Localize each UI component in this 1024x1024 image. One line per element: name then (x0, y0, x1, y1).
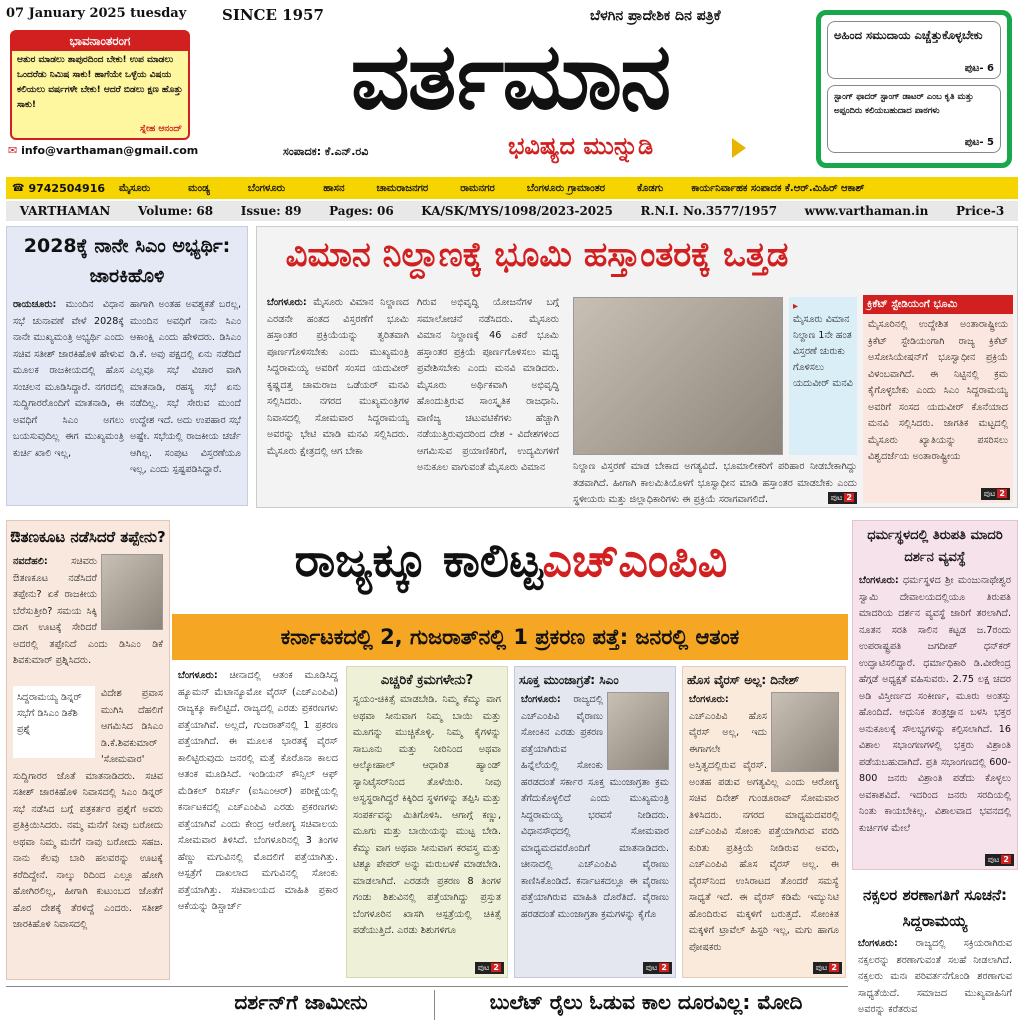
lead-story-col2: ಗಿರುವ ಅಭಿವೃದ್ಧಿ ಯೋಜನೆಗಳ ಬಗ್ಗೆ ಸಮಾಲೋಚನೆ ನಡೆಸಿದರು. ಮೈಸೂರು ವಿಮಾನ ನಿಲ್ದಾಣಕ್ಕೆ 46 ಎಕರೆ ಭೂಮಿ ಹಸ್ತಾಂತರ ಪ್ರಕ್ರಿಯೆ ಪೂರ್ಣಗೊಳಿಸಲು ಮಧ್ಯ ಪ್ರವೇಶಿಸಬೇಕು ಎಂದು ಮನವಿ ಮಾಡಿದರು. ಮೈಸೂರು ಅರ್ಥಿಕವಾಗಿ ಅಭಿವೃದ್ಧಿ ಹೊಂದುತ್ತಿರುವ ಸಾಂಸ್ಕೃತಿಕ ರಾಜಧಾನಿ. ವಾಣಿಜ್ಯ ಚಟುವಟಿಕೆಗಳು ಹೆಚ್ಚಾಗಿ ನಡೆಯುತ್ತಿರುವುದರಿಂದ ದೇಶ - ವಿದೇಶಗಳಿಂದ ಆಗಮಿಸುವ ಪ್ರಯಾಣಿಕರಿಗೆ, ಉದ್ಯಮಿಗಳಿಗೆ ಅನುಕೂಲ ವಾಗುವಂತೆ ಮೈಸೂರು ವಿಮಾನ (417, 297, 559, 473)
cm-text: ಬೆಂಗಳೂರು: ರಾಜ್ಯದಲ್ಲಿ ಎಚ್‌ಎಂಪಿವಿ ವೈರಾಣು ಸೋಂಕಿನ ಎರಡು ಪ್ರಕರಣ ಪತ್ತೆಯಾಗಿರುವ ಹಿನ್ನೆಲೆಯಲ್ಲಿ ಸೋಂಕು ಹರಡದಂತೆ ಸರ್ಕಾರ ಸೂಕ್ತ ಮುಂಜಾಗ್ರತಾ ಕ್ರಮ ತೆಗೆದುಕೊಳ್ಳಲಿದೆ ಎಂದು ಮುಖ್ಯಮಂತ್ರಿ ಸಿದ್ದರಾಮಯ್ಯ ಭರವಸೆ ನೀಡಿದರು. ವಿಧಾನಸೌಧದಲ್ಲಿ ಸೋಮವಾರ ಮಾಧ್ಯಮದವರೊಂದಿಗೆ ಮಾತನಾಡಿದರು. ಚೀನಾದಲ್ಲಿ ಎಚ್‌ಎಂಪಿವಿ ವೈರಾಣು ಕಾಣಿಸಿಕೊಂಡಿದೆ. ಕರ್ನಾಟಕದಲ್ಲೂ ಈ ವೈರಾಣು ಪತ್ತೆಯಾಗಿರುವ ಮಾಹಿತಿ ದೊರೆತಿದೆ. ವೈರಾಣು ಹರಡದಂತೆ ಮುಂಜಾಗ್ರತಾ ಕ್ರಮಗಳನ್ನು ಕೈಗೊ (521, 694, 669, 920)
lead-story-photo (573, 297, 783, 455)
quote-text: ಆತುರ ಮಾಡಲು ತಾಪುರದಿಂದ ಬೇಕು! ಉಪ ಮಾಡಲು ಒಂದರೆಡು ನಿಮಿಷ ಸಾಕು! ಹಾಗೆಯೇ ಒಳ್ಳೆಯ ವಿಷಯ ಕಲಿಯಲು ವರ್ಷಗಳೇ ಬೇಕು! ಆದರೆ ಬಿಡಲು ಕ್ಷಣ ಹೊತ್ತು ಸಾಕು! (17, 55, 183, 110)
cricket-story (863, 295, 1013, 503)
masthead-logo: ವರ್ತಮಾನ (350, 23, 670, 130)
darshan-headline[interactable]: ದರ್ಶನ್‌ಗೆ ಜಾಮೀನು (234, 990, 368, 1014)
teaser-2-page: ಪುಟ- 5 (964, 137, 994, 148)
naxal-text: ಬೆಂಗಳೂರು: ರಾಜ್ಯದಲ್ಲಿ ಸಕ್ರಿಯರಾಗಿರುವ ನಕ್ಸಲರನ್ನು ಶರಣಾಗುವಂತೆ ಸಲಹೆ ನೀಡಲಾಗಿದೆ. ನಕ್ಸಲರು ಮನಃ ಪರಿವರ್ತನೆಗೊಂಡಿ ಶರಣಾಗುವ ಸಾಧ್ಯತೆಯಿದೆ. ಸಮಾಜದ ಮುಖ್ಯವಾಹಿನಿಗೆ ಅವರನ್ನು ಕರೆತರುವ (858, 938, 1012, 1015)
cm-page-tag[interactable]: ಪುಟ 2 (643, 962, 672, 974)
main-subheadline: ಕರ್ನಾಟಕದಲ್ಲಿ 2, ಗುಜರಾತ್‌ನಲ್ಲಿ 1 ಪ್ರಕರಣ ಪತ್ತೆ: ಜನರಲ್ಲಿ ಆತಂಕ (172, 614, 848, 660)
dinesh-page-tag[interactable]: ಪುಟ 2 (813, 962, 842, 974)
lead-story (256, 226, 1018, 508)
tirupati-story (852, 520, 1018, 870)
issue-date: 07 January 2025 tuesday (6, 6, 187, 21)
volume: Volume: 68 (137, 204, 214, 218)
dkshi-photo (101, 554, 163, 630)
lead-story-col1: ಬೆಂಗಳೂರು: ಮೈಸೂರು ವಿಮಾನ ನಿಲ್ದಾಣದ ಎರಡನೇ ಹಂತದ ವಿಸ್ತರಣೆಗೆ ಭೂಮಿ ಹಸ್ತಾಂತರ ಪ್ರಕ್ರಿಯೆಯನ್ನು ತ್ವರಿತವಾಗಿ ಪೂರ್ಣಗೊಳಿಸಬೇಕು ಎಂದು ಮುಖ್ಯಮಂತ್ರಿ ಸಿದ್ದರಾಮಯ್ಯ ಅವರಿಗೆ ಸಂಸದ ಯದುವೀರ್ ಕೃಷ್ಣದತ್ತ ಚಾಮರಾಜ ಒಡೆಯರ್ ಮನವಿ ಸಲ್ಲಿಸಿದರು. ನಗರದ ಮುಖ್ಯಮಂತ್ರಿಗಳ ನಿವಾಸದಲ್ಲಿ ಸೋಮವಾರ ಸಿದ್ದರಾಮಯ್ಯ ಅವರನ್ನು ಭೇಟಿ ಮಾಡಿ ಮನವಿ ಸಲ್ಲಿಸಿದರು. ಮೈಸೂರು ಕ್ಷೇತ್ರದಲ್ಲಿ ಆಗ ಬೇಕಾ (267, 297, 409, 457)
paper-subtitle: ಬೆಳಗಿನ ಪ್ರಾದೇಶಿಕ ದಿನ ಪತ್ರಿಕೆ (590, 8, 721, 24)
since-label: SINCE 1957 (222, 6, 324, 24)
cm-box (514, 666, 676, 978)
dinesh-photo (771, 692, 839, 772)
city-bengaluru[interactable]: ಬೆಂಗಳೂರು (247, 182, 286, 194)
naxal-title[interactable]: ನಕ್ಸಲರ ಶರಣಾಗತಿಗೆ ಸೂಚನೆ: ಸಿದ್ದರಾಮಯ್ಯ (863, 886, 1007, 930)
caution-page-tag[interactable]: ಪುಟ 2 (475, 962, 504, 974)
caution-box (346, 666, 508, 978)
lead-story-page-tag[interactable]: ಪುಟ 2 (828, 492, 857, 504)
tirupati-title[interactable]: ಧರ್ಮಸ್ಥಳದಲ್ಲಿ ತಿರುಪತಿ ಮಾದರಿ ದರ್ಶನ ವ್ಯವಸ್ಥೆ (867, 528, 1003, 565)
dinesh-box (682, 666, 846, 978)
teaser-box (816, 10, 1012, 168)
cm-title[interactable]: ಸೂಕ್ತ ಮುಂಜಾಗ್ರತೆ: ಸಿಎಂ (519, 673, 619, 687)
teaser-1[interactable] (827, 21, 1001, 79)
dinesh-text: ಬೆಂಗಳೂರು: ಎಚ್‌ಎಂಪಿವಿ ಹೊಸ ವೈರಸ್ ಅಲ್ಲ, ಇದು ಈಗಾಗಲೇ ಅಸ್ತಿತ್ವದಲ್ಲಿರುವ ವೈರಸ್. ಅಂತಹ ಪಡುವ ಅಗತ್ಯವಿಲ್ಲ ಎಂದು ಆರೋಗ್ಯ ಸಚಿವ ದಿನೇಶ್ ಗುಂಡೂರಾವ್ ಸೋಮವಾರ ತಿಳಿಸಿದರು. ನಗರದ ಮಾಧ್ಯಮದವರಲ್ಲಿ ಎಚ್‌ಎಂಪಿವಿ ಸೋಂಕು ಪತ್ತೆಯಾಗಿರುವ ವರದಿ ಕುರಿತು ಪ್ರತಿಕ್ರಿಯೆ ನೀಡಿರುವ ಅವರು, ಎಚ್‌ಎಂಪಿವಿ ಹೊಸ ವೈರಸ್ ಅಲ್ಲ. ಈ ವೈರಸ್‌ನಿಂದ ಉಸಿರಾಟದ ತೊಂದರೆ ಸಮಸ್ಯೆ ಸಾಧ್ಯತೆ ಇದೆ. ಈ ವೈರಸ್ ಕಡಿಮೆ ಇಮ್ಯುನಿಟಿ ಹೊಂದಿರುವ ಮಕ್ಕಳಿಗೆ ಬರುತ್ತದೆ. ಸೋಂಕಿತ ಮಕ್ಕಳಿಗೆ ಟ್ರಾವೆಲ್ ಹಿಸ್ಟರಿ ಇಲ್ಲ, ಮಗು ಹಾಗೂ ಪೋಷಕರು (689, 694, 839, 953)
caution-title[interactable]: ಎಚ್ಚರಿಕೆ ಕ್ರಮಗಳೇನು? (380, 673, 474, 688)
rni-number: R.N.I. No.3577/1957 (640, 204, 778, 218)
main-story-text: ಬೆಂಗಳೂರು: ಚೀನಾದಲ್ಲಿ ಆತಂಕ ಮೂಡಿಸಿದ್ದ ಹ್ಯೂಮನ್ ಮೆಟಾನ್ಯೂಮೋ ವೈರಸ್ (ಎಚ್‌ಎಂಪಿವಿ) ರಾಜ್ಯಕ್ಕೂ ಕಾಲಿಟ್ಟಿದೆ. ರಾಜ್ಯದಲ್ಲಿ ಎರಡು ಪ್ರಕರಣಗಳು ಪತ್ತೆಯಾಗಿವೆ. ಅಲ್ಲದೆ, ಗುಜರಾತ್‌ನಲ್ಲಿ 1 ಪ್ರಕರಣ ಪತ್ತೆಯಾಗಿದೆ. ಈ ಮೂಲಕ ಭಾರತಕ್ಕೆ ವೈರಸ್ ಕಾಲಿಟ್ಟಿರುವುದು ಜನರಲ್ಲಿ ಮತ್ತೆ ಕೊರೊನಾ ಕಾಲದ ಆತಂಕ ಮೂಡಿಸಿದೆ. ಇಂಡಿಯನ್ ಕೌನ್ಸಿಲ್ ಆಫ್ ಮೆಡಿಕಲ್ ರಿಸರ್ಚ್ (ಐಸಿಎಂಆರ್) ಪರೀಕ್ಷೆಯಲ್ಲಿ ಕರ್ನಾಟಕದಲ್ಲಿ ಎಚ್‌ಎಂಪಿವಿ ಎರಡು ಪ್ರಕರಣಗಳು ಪತ್ತೆಯಾಗಿವೆ ಎಂದು ಕೇಂದ್ರ ಆರೋಗ್ಯ ಸಚಿವಾಲಯ ಸೋಮವಾರ ತಿಳಿಸಿದೆ. ಬೆಂಗಳೂರಿನಲ್ಲಿ 3 ತಿಂಗಳ ಹೆಣ್ಣು ಮಗುವಿನಲ್ಲಿ ಮೊದಲಿಗೆ ಪತ್ತೆಯಾಗಿತ್ತು. ಆಸ್ಪತ್ರೆಗೆ ದಾಖಲಾದ ಮಗುವಿನಲ್ಲಿ ಸೋಂಕು ಪತ್ತೆಯಾಗಿತ್ತು. ಸಚಿವಾಲಯದ ಮಾಹಿತಿ ಪ್ರಕಾರ ಆಕೆಯನ್ನು ಡಿಸ್ಚಾರ್ಜ್ (178, 670, 338, 912)
story-cm-candidate-col2: ಹಾಗಾಗಿ ಅಂತಹ ಅವಶ್ಯಕತೆ ಬರಲ್ಲ, ಮುಂದಿನ ಅವಧಿಗೆ ನಾನು ಸಿಎಂ ಆಕಾಂಕ್ಷಿ ಎಂದು ಹೇಳಿದರು. ಡಿಸಿಎಂ ಡಿ.ಕೆ. ಅವು ಪಕ್ಷದಲ್ಲಿ ಏನು ನಡೆದಿದೆ ಎಲ್ಲವೂ ಸಭೆ ವಿಚಾರ ವಾಗಿ ಮಾತನಾಡಿ, ರಹಸ್ಯ ಸಭೆ ಏನು ನಡೆದಿಲ್ಲ. ಸಭೆ ಸೇರುವ ಮುಂದೆ ಉದ್ದೇಶ ಇದೆ. ಅದು ಉಪಹಾರ ಸಭೆ ಅಷ್ಟೇ. ಸಭೆಯಲ್ಲಿ ರಾಜಕೀಯ ಚರ್ಚೆ ಆಗಿಲ್ಲ. ಸಂಪುಟ ವಿಸ್ತರಣೆಯೂ ಇಲ್ಲ, ಎಂದು ಸ್ಪಷ್ಟಪಡಿಸಿದ್ದಾರೆ. (130, 299, 241, 475)
main-headline[interactable] (176, 520, 846, 600)
phone-number: 9742504916 (28, 181, 106, 195)
teaser-2-text: ಸ್ಟಾಂಗ್ ಫಾದರ್ ಸ್ಟಾಂಗ್ ಡಾಟರ್ ಎಂಬ ಕೃತಿ ಮತ್ತು ಅಪ್ಪಂದಿರು ಕಲಿಯಬಹುದಾದ ಪಾಠಗಳು (834, 92, 974, 116)
story-cm-candidate-col1: ರಾಯಚೂರು: ಮುಂದಿನ ವಿಧಾನ ಸಭೆ ಚುನಾವಣೆ ವೇಳೆ 2028ಕ್ಕೆ ನಾನೇ ಮುಖ್ಯಮಂತ್ರಿ ಅಭ್ಯರ್ಥಿ ಎಂದು ಸಚಿವ ಸತೀಶ್ ಜಾರಕಿಹೊಳಿ ಹೇಳುವ ಮೂಲಕ ರಾಜಕೀಯದಲ್ಲಿ ಹೊಸ ಸಂಚಲನ ಮೂಡಿಸಿದ್ದಾರೆ. ನಗರದಲ್ಲಿ ಸುದ್ದಿಗಾರರೊಂದಿಗೆ ಮಾತನಾಡಿ, ಈ ಅವಧಿಗೆ ಸಿಎಂ ಅಗಲು ಬಯಸುವುದಿಲ್ಲ ಈಗ ಮುಖ್ಯಮಂತ್ರಿ ಕುರ್ಚಿ ಖಾಲಿ ಇಲ್ಲ, (13, 299, 124, 459)
registration: KA/SK/MYS/1098/2023-2025 (421, 204, 613, 218)
lead-story-title[interactable]: ವಿಮಾನ ನಿಲ್ದಾಣಕ್ಕೆ ಭೂಮಿ ಹಸ್ತಾಂತರಕ್ಕೆ ಒತ್ತಡ (285, 235, 789, 275)
city-bengaluru-rural[interactable]: ಬೆಂಗಳೂರು ಗ್ರಾಮಾಂತರ (526, 182, 606, 194)
quote-author: ಸ್ನೇಹ ಆನಂದ್ (140, 124, 182, 134)
quote-box (10, 30, 190, 140)
story-cm-candidate (6, 226, 248, 506)
tirupati-text: ಬೆಂಗಳೂರು: ಧರ್ಮಸ್ಥಳದ ಶ್ರೀ ಮಂಜುನಾಥೇಶ್ವರ ಸ್ವಾಮಿ ದೇವಾಲಯದಲ್ಲಿಯೂ ತಿರುಪತಿ ಮಾದರಿಯ ದರ್ಶನ ವ್ಯವಸ್ಥೆ ಜಾರಿಗೆ ತರಲಾಗಿದೆ. ನೂತನ ಸರತಿ ಸಾಲಿನ ಕಟ್ಟಡ ಜ.7ರಂದು ಉಪರಾಷ್ಟ್ರಪತಿ ಜಗದೀಪ್ ಧನ್‌ಕರ್ ಉದ್ಘಾಟಿಸಲಿದ್ದಾರೆ. ಧರ್ಮಾಧಿಕಾರಿ ಡಿ.ವೀರೇಂದ್ರ ಹೆಗ್ಗಡೆ ಅಧ್ಯಕ್ಷತೆ ವಹಿಸುವರು. 2.75 ಲಕ್ಷ ಚದರ ಅಡಿ ವಿಸ್ತೀರ್ಣದ ಸಂಕೀರ್ಣ, ಮೂರು ಅಂತಸ್ತು ಹೊಂದಿದೆ. ಆಧುನಿಕ ತಂತ್ರಜ್ಞಾನ ಬಳಸಿ ಭಕ್ತರ ಅನುಕೂಲಕ್ಕೆ ಸೌಲಭ್ಯಗಳನ್ನು ಕಲ್ಪಿಸಲಾಗಿದೆ. 16 ವಿಶಾಲ ಸಭಾಂಗಣಗಳಲ್ಲಿ ಭಕ್ತರು ವಿಶ್ರಾಂತಿ ಪಡೆಯಬಹುದಾಗಿದೆ. ಪ್ರತಿ ಸಭಾಂಗಣದಲ್ಲಿ 600-800 ಜನರು ವಿಶ್ರಾಂತಿ ಪಡೆದು ಕೊಳ್ಳಲು ಅವಕಾಶವಿದೆ. ಇದರಿಂದ ಜನರು ಸರದಿಯಲ್ಲಿ ನಿಂತು ಕಾಯಬೇಕಿಲ್ಲ. ವಿಶಾಲವಾದ ಭವನದಲ್ಲಿ ಕುರ್ಚಿಗಳ ಮೇಲೆ (859, 575, 1011, 834)
editor-name: ಸಂಪಾದಕ: ಕೆ.ಎನ್.ರವಿ (283, 145, 369, 158)
quote-title: ಭಾವನಾಂತರಂಗ (12, 32, 188, 51)
price: Price-3 (956, 204, 1005, 218)
siddaramaiah-photo (607, 692, 669, 770)
lead-story-caption: ನಿಲ್ದಾಣ ವಿಸ್ತರಣೆ ಮಾಡ ಬೇಕಾದ ಅಗತ್ಯವಿದೆ. ಭೂಮಾಲೀಕರಿಗೆ ಪರಿಹಾರ ನೀಡಬೇಕಾಗಿದ್ದು ತಡವಾಗಿದೆ. ಹೀಗಾಗಿ ಕಾಲಮಿತಿಯೊಳಗೆ ಭೂಸ್ವಾಧೀನ ಮಾಡಿ ಹಸ್ತಾಂತರ ಮಾಡಬೇಕು ಎಂದು ಸ್ಥಳೀಯರು ಮತ್ತು ಜಿಲ್ಲಾಧಿಕಾರಿಗಳು ಈ ಪ್ರಕ್ರಿಯೆ ಸರಾಗವಾಗಲಿದೆ. (573, 461, 857, 505)
story-dinner-text1: ನವದೆಹಲಿ: ಸಚಿವರು ಔತಣಕೂಟ ನಡೆಸಿದರೆ ತಪ್ಪೇನು? ಏಕೆ ರಾಜಕೀಯ ಬೆರೆಸುತ್ತೀರಿ? ಸಮಯ ಸಿಕ್ಕಿ ದಾಗ ಊಟಕ್ಕೆ ಸೇರಿದರೆ ಅದರಲ್ಲಿ ತಪ್ಪೇನಿದೆ ಎಂದು ಡಿಸಿಎಂ ಡಿಕೆ ಶಿವಕುಮಾರ್ ಪ್ರಶ್ನಿಸಿದರು. (13, 556, 163, 666)
teaser-1-page: ಪುಟ- 6 (964, 63, 994, 74)
city-mandya[interactable]: ಮಂಡ್ಯ (188, 182, 210, 194)
caution-text: ಸ್ವಯಂ-ಚಿಕಿತ್ಸೆ ಮಾಡಬೇಡಿ. ನಿಮ್ಮ ಕೆಮ್ಮು ವಾಗ ಅಥವಾ ಸೀನುವಾಗ ನಿಮ್ಮ ಬಾಯಿ ಮತ್ತು ಮೂಗನ್ನು ಮುಚ್ಚಿಕೊಳ್ಳಿ. ನಿಮ್ಮ ಕೈಗಳನ್ನು ಸಾಬೂನು ಮತ್ತು ನೀರಿನಿಂದ ಅಥವಾ ಆಲ್ಕೋಹಾಲ್ ಆಧಾರಿತ ಹ್ಯಾಂಡ್ ಸ್ಯಾನಿಟೈಸರ್‌ನಿಂದ ತೊಳೆಯಿರಿ. ನೀವು ಅಸ್ವಸ್ಥರಾಗಿದ್ದರೆ ಕಿಕ್ಕಿರಿದ ಸ್ಥಳಗಳನ್ನು ತಪ್ಪಿಸಿ ಮತ್ತು ಸಂಪರ್ಕವನ್ನು ಮಿತಿಗೊಳಿಸಿ. ಆಗಾಗ್ಗೆ ಕಣ್ಣು, ಮೂಗು ಮತ್ತು ಬಾಯಿಯನ್ನು ಮುಟ್ಟ ಬೇಡಿ. ಕೆಮ್ಮು ವಾಗ ಅಥವಾ ಸೀನುವಾಗ ಕರವಸ್ತ್ರ ಮತ್ತು ಟಿಶ್ಯೂ ಪೇಪರ್ ಅನ್ನು ಮರುಬಳಕೆ ಮಾಡಬೇಡಿ. ಮಾಡಲಾಗಿದೆ. ಎರಡನೇ ಪ್ರಕರಣ 8 ತಿಂಗಳ ಗಂಡು ಶಿಶುವಿನಲ್ಲಿ ಪತ್ತೆಯಾಗಿದ್ದು ಪ್ರಸ್ತುತ ಬೆಂಗಳೂರಿನ ಖಾಸಗಿ ಆಸ್ಪತ್ರೆಯಲ್ಲಿ ಚಿಕಿತ್ಸೆ ಪಡೆಯುತ್ತಿದೆ. ಎರಡು ಶಿಶುಗಳಿಗೂ (353, 694, 501, 936)
cricket-story-title[interactable]: ಕ್ರಿಕೆಟ್ ಸ್ಟೇಡಿಯಂಗೆ ಭೂಮಿ (863, 295, 1013, 314)
mail-icon: ✉ (8, 144, 18, 157)
issue: Issue: 89 (240, 204, 302, 218)
teaser-1-text: ಅಹಿಂದ ಸಮುದಾಯ ಎಚ್ಚೆತ್ತುಕೊಳ್ಳಬೇಕು (834, 28, 983, 42)
bottom-vertical-divider (434, 990, 435, 1020)
bottom-divider (6, 986, 848, 987)
executive-editor: ಕಾರ್ಯನಿರ್ವಾಹಕ ಸಂಪಾದಕ ಕೆ.ಆರ್.ಮಿಹಿರ್ ಆಕಾಶ್ (691, 182, 865, 194)
email-row (8, 144, 198, 157)
city-chamarajanagar[interactable]: ಚಾಮರಾಜನಗರ (376, 182, 429, 194)
lead-story-sidebar (789, 297, 857, 455)
city-hassan[interactable]: ಹಾಸನ (323, 182, 345, 194)
bullet-train-headline[interactable]: ಬುಲೆಟ್ ರೈಲು ಓಡುವ ಕಾಲ ದೂರವಿಲ್ಲ: ಮೋದಿ (489, 990, 803, 1014)
main-headline-black: ರಾಜ್ಯಕ್ಕೂ ಕಾಲಿಟ್ಟ (294, 533, 543, 587)
paper-name: VARTHAMAN (19, 204, 111, 218)
lead-story-sidebar-text: ಮೈಸೂರು ವಿಮಾನ ನಿಲ್ದಾಣ 1ನೇ ಹಂತ ವಿಸ್ತರಣೆ ಚುರುಕು ಗೊಳಿಸಲು ಯದುವೀರ್ ಮನವಿ (793, 314, 853, 389)
dinesh-title[interactable]: ಹೊಸ ವೈರಸ್ ಅಲ್ಲ: ದಿನೇಶ್ (687, 673, 800, 687)
info-bar (6, 201, 1018, 221)
story-dinner-text2: ವಿದೇಶ ಪ್ರವಾಸ ಮುಗಿಸಿ ದೆಹಲಿಗೆ ಆಗಮಿಸಿದ ಡಿಸಿಎಂ ಡಿ.ಕೆ.ಶಿವಕುಮಾರ್ 'ಸೋಮವಾರ' ಸುದ್ದಿಗಾರರ ಜೊತೆ ಮಾತನಾಡಿದರು. ಸಚಿವ ಸತೀಶ್ ಜಾರಕಿಹೊಳಿ ನಿವಾಸದಲ್ಲಿ ಸಿಎಂ ಡಿನ್ನರ್ ಸಭೆ ನಡೆಸಿದ ಬಗ್ಗೆ ಪತ್ರಕರ್ತರ ಪ್ರಶ್ನೆಗೆ ಅವರು ಪ್ರತಿಕ್ರಿಯಿಸಿದರು. ನಮ್ಮ ಮನೆಗೆ ನೀವು ಬರೋದು ಅಥವಾ ನಿಮ್ಮ ಮನೆಗೆ ನಾವು ಬರೋದು ಸಹಜ. ನಾನು ಕೆಲವು ಬಾರಿ ಹಲವರನ್ನು ಊಟಕ್ಕೆ ಕರೆದಿದ್ದೇನೆ. ನಾಲ್ಕು ರಿದಿಂದ ಎಲ್ಲೂ ಹೋಗಿ ಹೋಗಿರಲಿಲ್ಲ, ಹೀಗಾಗಿ ಕುಟುಂಬದ ಜೊತೆಗೆ ಹೊರ ದೇಶಕ್ಕೆ ತೆರಳಿದ್ದೆ ಎಂದರು. ಸತೀಶ್ ಜಾರಕಿಹೊಳಿ ನಿವಾಸದಲ್ಲಿ (13, 688, 163, 930)
email-link[interactable]: info@varthaman@gmail.com (21, 144, 199, 157)
website-link[interactable]: www.varthaman.in (804, 204, 929, 218)
naxal-story (852, 876, 1018, 1024)
cricket-story-text: ಮೈಸೂರಿನಲ್ಲಿ ಉದ್ದೇಶಿತ ಅಂತಾರಾಷ್ಟ್ರೀಯ ಕ್ರಿಕೆಟ್ ಸ್ಟೇಡಿಯಂಗಾಗಿ ರಾಜ್ಯ ಕ್ರಿಕೆಟ್ ಅಸೋಸಿಯೇಷನ್‌ಗೆ ಭೂಸ್ವಾಧೀನ ಪ್ರಕ್ರಿಯೆ ವಿಳಂಬವಾಗಿದೆ. ಈ ನಿಟ್ಟಿನಲ್ಲಿ ಕ್ರಮ ಕೈಗೊಳ್ಳಬೇಕು ಎಂದು ಸಿಎಂ ಸಿದ್ದರಾಮಯ್ಯ ಅವರಿಗೆ ಸಂಸದ ಯದುವೀರ್ ಕೊನೆಯಾದ ಮನವಿ ಸಲ್ಲಿಸಿದರು. ಜಾಗತಿಕ ಮಟ್ಟದಲ್ಲಿ ಮೈಸೂರು ಖ್ಯಾತಿಯನ್ನು ಪಸರಿಸಲು ವಿಶ್ವದರ್ಜೆಯ ಅಂತಾರಾಷ್ಟ್ರೀಯ (868, 319, 1008, 462)
story-cm-candidate-title[interactable]: 2028ಕ್ಕೆ ನಾನೇ ಸಿಎಂ ಅಭ್ಯರ್ಥಿ: ಜಾರಕಿಹೊಳಿ (23, 235, 231, 287)
story-dinner-sidebar (13, 686, 95, 758)
tagline: ಭವಿಷ್ಯದ ಮುನ್ನುಡಿ (508, 132, 654, 160)
city-mysuru[interactable]: ಮೈಸೂರು (119, 182, 151, 194)
tagline-arrow-icon (732, 138, 746, 158)
city-kodagu[interactable]: ಕೊಡಗು (637, 182, 664, 194)
story-dinner-title[interactable]: ಔತಣಕೂಟ ನಡೆಸಿದರೆ ತಪ್ಪೇನು? (10, 528, 166, 546)
phone-icon: ☎ (12, 182, 25, 194)
main-headline-red: ಎಚ್‌ಎಂಪಿವಿ (542, 533, 728, 587)
city-bar (6, 177, 1018, 199)
pages: Pages: 06 (329, 204, 394, 218)
teaser-2[interactable] (827, 85, 1001, 153)
cricket-story-page-tag[interactable]: ಪುಟ 2 (981, 488, 1010, 500)
story-dinner-sidebar-text: ಸಿದ್ದರಾಮಯ್ಯ ಡಿನ್ನರ್ ಸಭೆಗೆ ಡಿಸಿಎಂ ಡಿಕೆಶಿ ಪ್ರಶ್ನೆ (17, 692, 82, 735)
sidebar-bullet-icon: ▸ (793, 301, 799, 312)
story-dinner (6, 520, 170, 980)
tirupati-page-tag[interactable]: ಪುಟ 2 (985, 854, 1014, 866)
city-ramanagar[interactable]: ರಾಮನಗರ (460, 182, 495, 194)
